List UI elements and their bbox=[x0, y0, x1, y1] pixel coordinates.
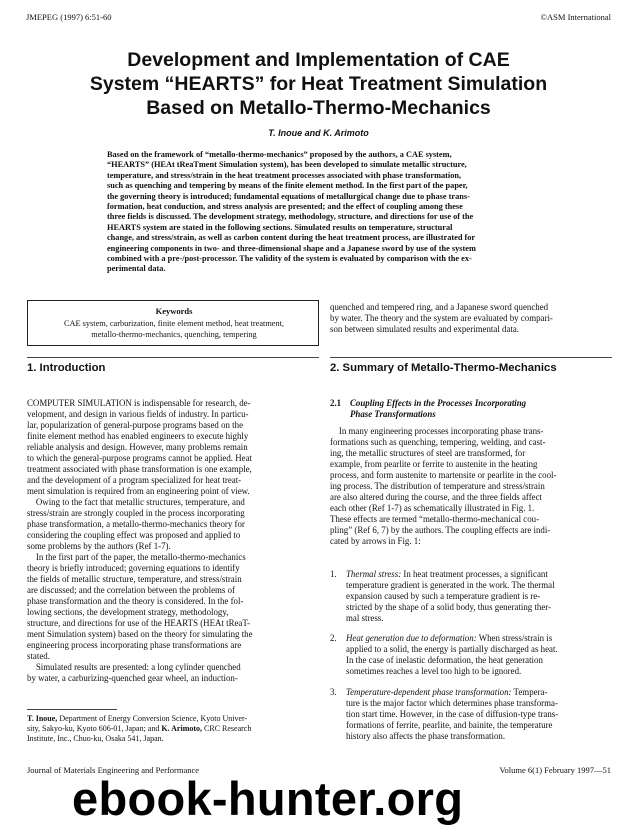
body-line: These effects are termed “metallo-thermo-mechanical cou- bbox=[330, 514, 540, 524]
body-line: quenched and tempered ring, and a Japanese sword quenched bbox=[330, 302, 549, 312]
list-term: Temperature-dependent phase transformation: bbox=[346, 687, 512, 697]
body-line: cated by arrows in Fig. 1: bbox=[330, 536, 421, 546]
title-line: System “HEARTS” for Heat Treatment Simulation bbox=[89, 73, 548, 95]
abstract-line: combined with a pre-/post-processor. The validity of the system is evaluated by comparison with the ex- bbox=[107, 254, 472, 264]
keywords-title: Keywords bbox=[155, 306, 193, 316]
abstract-line: engineering components in two- and three-dimensional shape and a Japanese sword by use of the system bbox=[107, 243, 476, 253]
body-line: phase transformation and the theory is considered. In the fol- bbox=[27, 596, 244, 606]
introduction-body bbox=[27, 398, 319, 684]
body-line: expansion caused by such a temperature gradient is re- bbox=[346, 591, 541, 601]
body-line: stated. bbox=[27, 651, 50, 661]
body-line: considering the coupling effect was proposed and applied to bbox=[27, 530, 241, 540]
body-line: phase transformation, a metallo-thermo-mechanics theory for bbox=[27, 519, 245, 529]
body-line: mal stress. bbox=[346, 613, 384, 623]
footnote-text: Institute, Inc., Chuo-ku, Osaka 541, Japan. bbox=[27, 734, 164, 743]
body-line: tion start time. However, in the case of diffusion-type trans- bbox=[346, 709, 559, 719]
body-line: each other (Ref 1-7) as schematically illustrated in Fig. 1. bbox=[330, 503, 535, 513]
list-term: Thermal stress: bbox=[346, 569, 402, 579]
body-line: by water, a carburizing-quenched gear wheel, an induction- bbox=[27, 673, 238, 683]
body-line: stress/strain are strongly coupled in the process incorporating bbox=[27, 508, 245, 518]
body-line: lar, popularization of general-purpose programs based on the bbox=[27, 420, 244, 430]
body-line: process, and form austenite to martensite or pearlite in the cool- bbox=[330, 470, 557, 480]
section-rule bbox=[27, 357, 319, 358]
body-line: and the development of a program specialized for heat treat- bbox=[27, 475, 242, 485]
body-line: lowing sections, the development strategy, methodology, bbox=[27, 607, 229, 617]
body-line: by water. The theory and the system are evaluated by compari- bbox=[330, 313, 553, 323]
running-head-publisher: ©ASM International bbox=[540, 12, 611, 22]
paper-title bbox=[40, 48, 597, 120]
body-line: ing process. The distribution of temperature and stress/strain bbox=[330, 481, 545, 491]
body-line: sometimes reaches a level too high to be ignored. bbox=[346, 666, 522, 676]
abstract-line: perimental data. bbox=[107, 264, 166, 274]
body-line: theory is briefly introduced; governing equations to identify bbox=[27, 563, 240, 573]
body-line: structure, and directions for use of the HEARTS (HEAt tReaT- bbox=[27, 618, 250, 628]
body-line: treatment associated with phase transformation is one example, bbox=[27, 464, 252, 474]
list-number: 1. bbox=[330, 569, 337, 579]
summary-body bbox=[330, 426, 612, 547]
body-line: to which the general-purpose programs cannot be applied. Heat bbox=[27, 453, 252, 463]
watermark: ebook-hunter.org bbox=[72, 772, 464, 825]
title-line: Development and Implementation of CAE bbox=[127, 49, 510, 71]
abstract-line: HEARTS system are stated in the following sections. Simulated results on temperature, structural bbox=[107, 222, 453, 232]
body-line: velopment, and design in various fields of industry. In particu- bbox=[27, 409, 249, 419]
body-line: In heat treatment processes, a significant bbox=[401, 569, 548, 579]
abstract-line: Based on the framework of “metallo-thermo-mechanics” proposed by the authors, a CAE system, bbox=[107, 150, 452, 159]
author-affiliation-footnote bbox=[27, 714, 319, 744]
authors: T. Inoue and K. Arimoto bbox=[268, 128, 369, 138]
body-line: finite element method has enabled engineers to execute highly bbox=[27, 431, 249, 441]
body-line: In the case of inelastic deformation, the heat generation bbox=[346, 655, 543, 665]
abstract-line: “HEARTS” (HEAt tReaTment Simulation system), has been developed to simulate metallic structure, bbox=[107, 160, 467, 170]
abstract bbox=[107, 150, 535, 275]
body-line: ing, the metallic structures of steel are transformed, for bbox=[330, 448, 526, 458]
footnote-author: K. Arimoto, bbox=[159, 724, 203, 733]
title-line: Based on Metallo-Thermo-Mechanics bbox=[146, 97, 491, 119]
footnote-rule bbox=[27, 709, 117, 710]
introduction-continuation bbox=[330, 302, 612, 335]
body-line: some problems by the authors (Ref 1-7). bbox=[27, 541, 171, 551]
abstract-line: three fields is discussed. The development strategy, methodology, structure, and directions for use of the bbox=[107, 212, 474, 222]
subsection-title-line: Phase Transformations bbox=[350, 409, 436, 419]
abstract-line: temperature, and stress/strain in the heat treatment processes associated with phase transformation, bbox=[107, 170, 462, 180]
body-line: ment simulation is required from an engineering point of view. bbox=[27, 486, 250, 496]
body-line: COMPUTER SIMULATION is indispensable for research, de- bbox=[27, 398, 251, 408]
subsection-title-line: Coupling Effects in the Processes Incorporating bbox=[350, 398, 527, 408]
body-line: engineering process incorporating phase transformations are bbox=[27, 640, 242, 650]
body-line: pling” (Ref 6, 7) by the authors. The coupling effects are indi- bbox=[330, 525, 551, 535]
body-line: are also altered during the course, and the three fields affect bbox=[330, 492, 542, 502]
body-line: In many engineering processes incorporating phase trans- bbox=[330, 426, 544, 436]
body-line: ture is the major factor which determines phase transforma- bbox=[346, 698, 558, 708]
body-line: Tempera- bbox=[511, 687, 548, 697]
footer-volume-page: Volume 6(1) February 1997—51 bbox=[499, 765, 611, 775]
list-number: 3. bbox=[330, 687, 337, 697]
body-line: history also affects the phase transformation. bbox=[346, 731, 506, 741]
keywords-line: CAE system, carburization, finite element method, heat treatment, bbox=[63, 319, 285, 328]
keywords-line: metallo-thermo-mechanics, quenching, tempering bbox=[91, 329, 257, 339]
keywords-list bbox=[28, 319, 320, 340]
body-line: Owing to the fact that metallic structures, temperature, and bbox=[27, 497, 245, 507]
footnote-author: T. Inoue, bbox=[27, 714, 58, 723]
body-line: reliable analysis and design. However, many problems remain bbox=[27, 442, 248, 452]
footnote-text: Department of Energy Conversion Science, Kyoto Univer- bbox=[57, 714, 248, 723]
body-line: When stress/strain is bbox=[476, 633, 553, 643]
body-line: formations such as quenching, tempering, welding, and cast- bbox=[330, 437, 546, 447]
list-term: Heat generation due to deformation: bbox=[346, 633, 477, 643]
running-head-journal: JMEPEG (1997) 6:51-60 bbox=[26, 12, 112, 22]
section-heading-introduction: 1. Introduction bbox=[27, 362, 106, 374]
body-line: example, from pearlite or ferrite to austenite in the heating bbox=[330, 459, 538, 469]
keywords-box bbox=[27, 300, 319, 346]
footnote-text: CRC Research bbox=[202, 724, 252, 733]
abstract-line: such as quenching and tempering by means of the finite element method. In the first part of the paper, bbox=[107, 181, 468, 191]
body-line: son between simulated results and experimental data. bbox=[330, 324, 520, 334]
section-heading-summary: 2. Summary of Metallo-Thermo-Mechanics bbox=[330, 362, 557, 374]
body-line: stricted by the shape of a solid body, thus generating ther- bbox=[346, 602, 552, 612]
body-line: formations of ferrite, pearlite, and bainite, the temperature bbox=[346, 720, 553, 730]
subsection-heading bbox=[330, 398, 612, 420]
body-line: the fields of metallic structure, temperature, and stress/strain bbox=[27, 574, 242, 584]
body-line: Simulated results are presented: a long cylinder quenched bbox=[27, 662, 241, 672]
body-line: In the first part of the paper, the metallo-thermo-mechanics bbox=[27, 552, 246, 562]
footer-journal-name: Journal of Materials Engineering and Performance bbox=[27, 765, 200, 775]
footnote-text: sity, Sakyo-ku, Kyoto 606-01, Japan; and bbox=[27, 724, 160, 733]
abstract-line: formation, heat conduction, and stress analysis are presented; and the effect of coupling among these bbox=[107, 202, 463, 212]
body-line: ment Simulation system) based on the theory for simulating the bbox=[27, 629, 253, 639]
subsection-number: 2.1 bbox=[330, 398, 342, 408]
list-number: 2. bbox=[330, 633, 337, 643]
abstract-line: change, and stress/strain, as well as carbon content during the heat treatment process, are illustrated for bbox=[107, 233, 476, 243]
body-line: applied to a solid, the energy is partially discharged as heat. bbox=[346, 644, 558, 654]
section-rule bbox=[330, 357, 612, 358]
abstract-line: the governing theory is introduced; fundamental equations of metallurgical change due to phase trans- bbox=[107, 191, 470, 201]
body-line: temperature gradient is generated in the work. The thermal bbox=[346, 580, 555, 590]
body-line: are discussed; and the correlation between the problems of bbox=[27, 585, 235, 595]
